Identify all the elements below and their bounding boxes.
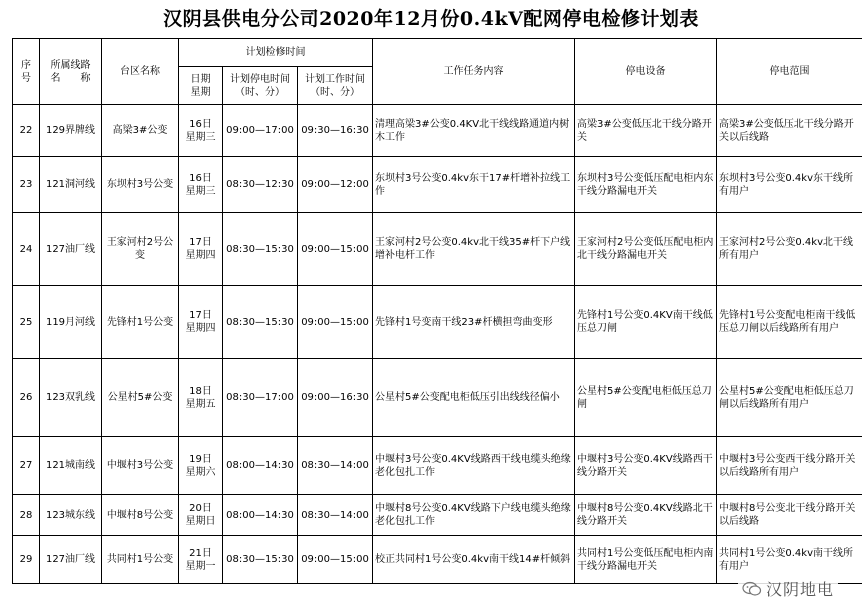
cell-task: 清理高梁3#公变0.4KV北干线线路通道内树木工作 <box>373 105 575 157</box>
cell-date-day: 21日 <box>189 547 212 559</box>
table-row <box>13 286 862 359</box>
cell-date-weekday: 星期五 <box>185 398 216 410</box>
cell-outage-time: 09:00—17:00 <box>223 105 298 157</box>
cell-date-day: 18日 <box>189 385 212 397</box>
cell-date <box>179 213 223 286</box>
watermark <box>738 575 838 602</box>
cell-line: 127油厂线 <box>40 536 102 584</box>
cell-line: 121城南线 <box>40 437 102 495</box>
cell-outage-time: 08:30—12:30 <box>223 157 298 213</box>
cell-work-time: 09:00—12:00 <box>298 157 373 213</box>
cell-seq: 25 <box>13 286 40 359</box>
cell-work-time: 08:30—14:00 <box>298 495 373 536</box>
cell-date-weekday: 星期日 <box>185 516 216 527</box>
header-seq: 序 号 <box>13 39 40 105</box>
cell-date-day: 16日 <box>189 172 212 184</box>
cell-seq: 22 <box>13 105 40 157</box>
cell-station: 东坝村3号公变 <box>102 157 179 213</box>
cell-station: 高梁3#公变 <box>102 105 179 157</box>
cell-date-day: 19日 <box>189 453 212 465</box>
table-row <box>13 536 862 584</box>
table-row <box>13 495 862 536</box>
table-row <box>13 105 862 157</box>
cell-equipment: 东坝村3号公变低压配电柜内东干线分路漏电开关 <box>575 157 717 213</box>
cell-date-day: 16日 <box>189 118 212 130</box>
cell-range: 中堰村8号公变北干线分路开关以后线路 <box>717 495 862 536</box>
watermark-text: 汉阴地电 <box>765 580 834 599</box>
wechat-icon <box>742 581 762 597</box>
header-plan: 计划检修时间 <box>179 39 373 67</box>
cell-station: 共同村1号公变 <box>102 536 179 584</box>
cell-task: 王家河村2号公变0.4kv北干线35#杆下户线增补电杆工作 <box>373 213 575 286</box>
cell-date <box>179 359 223 437</box>
cell-seq: 27 <box>13 437 40 495</box>
outage-plan-table <box>12 38 862 584</box>
cell-date <box>179 536 223 584</box>
cell-seq: 23 <box>13 157 40 213</box>
table-row <box>13 437 862 495</box>
cell-line: 121洞河线 <box>40 157 102 213</box>
cell-work-time: 08:30—14:00 <box>298 437 373 495</box>
cell-date-day: 17日 <box>189 310 212 321</box>
cell-seq: 29 <box>13 536 40 584</box>
cell-outage-time: 08:30—17:00 <box>223 359 298 437</box>
cell-range: 东坝村3号公变0.4kv东干线所有用户 <box>717 157 862 213</box>
cell-range: 中堰村3号公变西干线分路开关以后线路所有用户 <box>717 437 862 495</box>
header-station: 台区名称 <box>102 39 179 105</box>
cell-date-day: 17日 <box>189 237 212 248</box>
cell-work-time: 09:00—15:00 <box>298 536 373 584</box>
header-task: 工作任务内容 <box>373 39 575 105</box>
cell-seq: 28 <box>13 495 40 536</box>
cell-date-weekday: 星期四 <box>185 323 216 334</box>
cell-date-day: 20日 <box>189 503 212 514</box>
cell-task: 中堰村3号公变0.4KV线路西干线电缆头绝缘老化包扎工作 <box>373 437 575 495</box>
cell-date-weekday: 星期三 <box>185 185 216 197</box>
cell-date-weekday: 星期一 <box>185 560 216 572</box>
cell-date-weekday: 星期四 <box>185 250 216 261</box>
cell-equipment: 王家河村2号公变低压配电柜内北干线分路漏电开关 <box>575 213 717 286</box>
header-line: 所属线路 名 称 <box>40 39 102 105</box>
cell-work-time: 09:00—16:30 <box>298 359 373 437</box>
table-row <box>13 157 862 213</box>
header-range: 停电范围 <box>717 39 862 105</box>
header-equipment: 停电设备 <box>575 39 717 105</box>
cell-outage-time: 08:30—15:30 <box>223 536 298 584</box>
cell-outage-time: 08:00—14:30 <box>223 495 298 536</box>
cell-station: 王家河村2号公变 <box>102 213 179 286</box>
cell-seq: 26 <box>13 359 40 437</box>
cell-line: 123双乳线 <box>40 359 102 437</box>
cell-work-time: 09:30—16:30 <box>298 105 373 157</box>
cell-line: 123城东线 <box>40 495 102 536</box>
cell-task: 东坝村3号公变0.4kv东干17#杆增补拉线工作 <box>373 157 575 213</box>
table-row <box>13 359 862 437</box>
cell-task: 先锋村1号变南干线23#杆横担弯曲变形 <box>373 286 575 359</box>
cell-seq: 24 <box>13 213 40 286</box>
header-outage-time: 计划停电时间 （时、分） <box>223 67 298 105</box>
cell-equipment: 中堰村8号公变0.4KV线路北干线分路开关 <box>575 495 717 536</box>
cell-station: 先锋村1号公变 <box>102 286 179 359</box>
cell-date <box>179 286 223 359</box>
cell-station: 中堰村3号公变 <box>102 437 179 495</box>
cell-date <box>179 105 223 157</box>
header-date: 日期 星期 <box>179 67 223 105</box>
cell-equipment: 公星村5#公变配电柜低压总刀闸 <box>575 359 717 437</box>
cell-task: 中堰村8号公变0.4KV线路下户线电缆头绝缘老化包扎工作 <box>373 495 575 536</box>
cell-work-time: 09:00—15:00 <box>298 286 373 359</box>
cell-equipment: 共同村1号公变低压配电柜内南干线分路漏电开关 <box>575 536 717 584</box>
cell-date-weekday: 星期六 <box>185 466 216 478</box>
cell-outage-time: 08:30—15:30 <box>223 286 298 359</box>
cell-range: 王家河村2号公变0.4kv北干线所有用户 <box>717 213 862 286</box>
cell-range: 公星村5#公变配电柜低压总刀闸以后线路所有用户 <box>717 359 862 437</box>
cell-range: 高梁3#公变低压北干线分路开关以后线路 <box>717 105 862 157</box>
cell-line: 129界牌线 <box>40 105 102 157</box>
cell-range: 先锋村1号公变配电柜南干线低压总刀闸以后线路所有用户 <box>717 286 862 359</box>
cell-work-time: 09:00—15:00 <box>298 213 373 286</box>
header-work-time: 计划工作时间 （时、分） <box>298 67 373 105</box>
cell-date-weekday: 星期三 <box>185 131 216 143</box>
cell-line: 127油厂线 <box>40 213 102 286</box>
cell-equipment: 中堰村3号公变0.4KV线路西干线分路开关 <box>575 437 717 495</box>
cell-station: 中堰村8号公变 <box>102 495 179 536</box>
cell-station: 公星村5#公变 <box>102 359 179 437</box>
cell-line: 119月河线 <box>40 286 102 359</box>
cell-date <box>179 437 223 495</box>
cell-outage-time: 08:00—14:30 <box>223 437 298 495</box>
cell-equipment: 先锋村1号公变0.4KV南干线低压总刀闸 <box>575 286 717 359</box>
cell-date <box>179 157 223 213</box>
cell-task: 校正共同村1号公变0.4kv南干线14#杆倾斜 <box>373 536 575 584</box>
cell-task: 公星村5#公变配电柜低压引出线线径偏小 <box>373 359 575 437</box>
cell-date <box>179 495 223 536</box>
cell-outage-time: 08:30—15:30 <box>223 213 298 286</box>
table-row <box>13 213 862 286</box>
cell-range: 共同村1号公变0.4kv南干线所有用户 <box>717 536 862 584</box>
page-title: 汉阴县供电分公司2020年12月份0.4kV配网停电检修计划表 <box>163 8 699 30</box>
cell-equipment: 高梁3#公变低压北干线分路开关 <box>575 105 717 157</box>
